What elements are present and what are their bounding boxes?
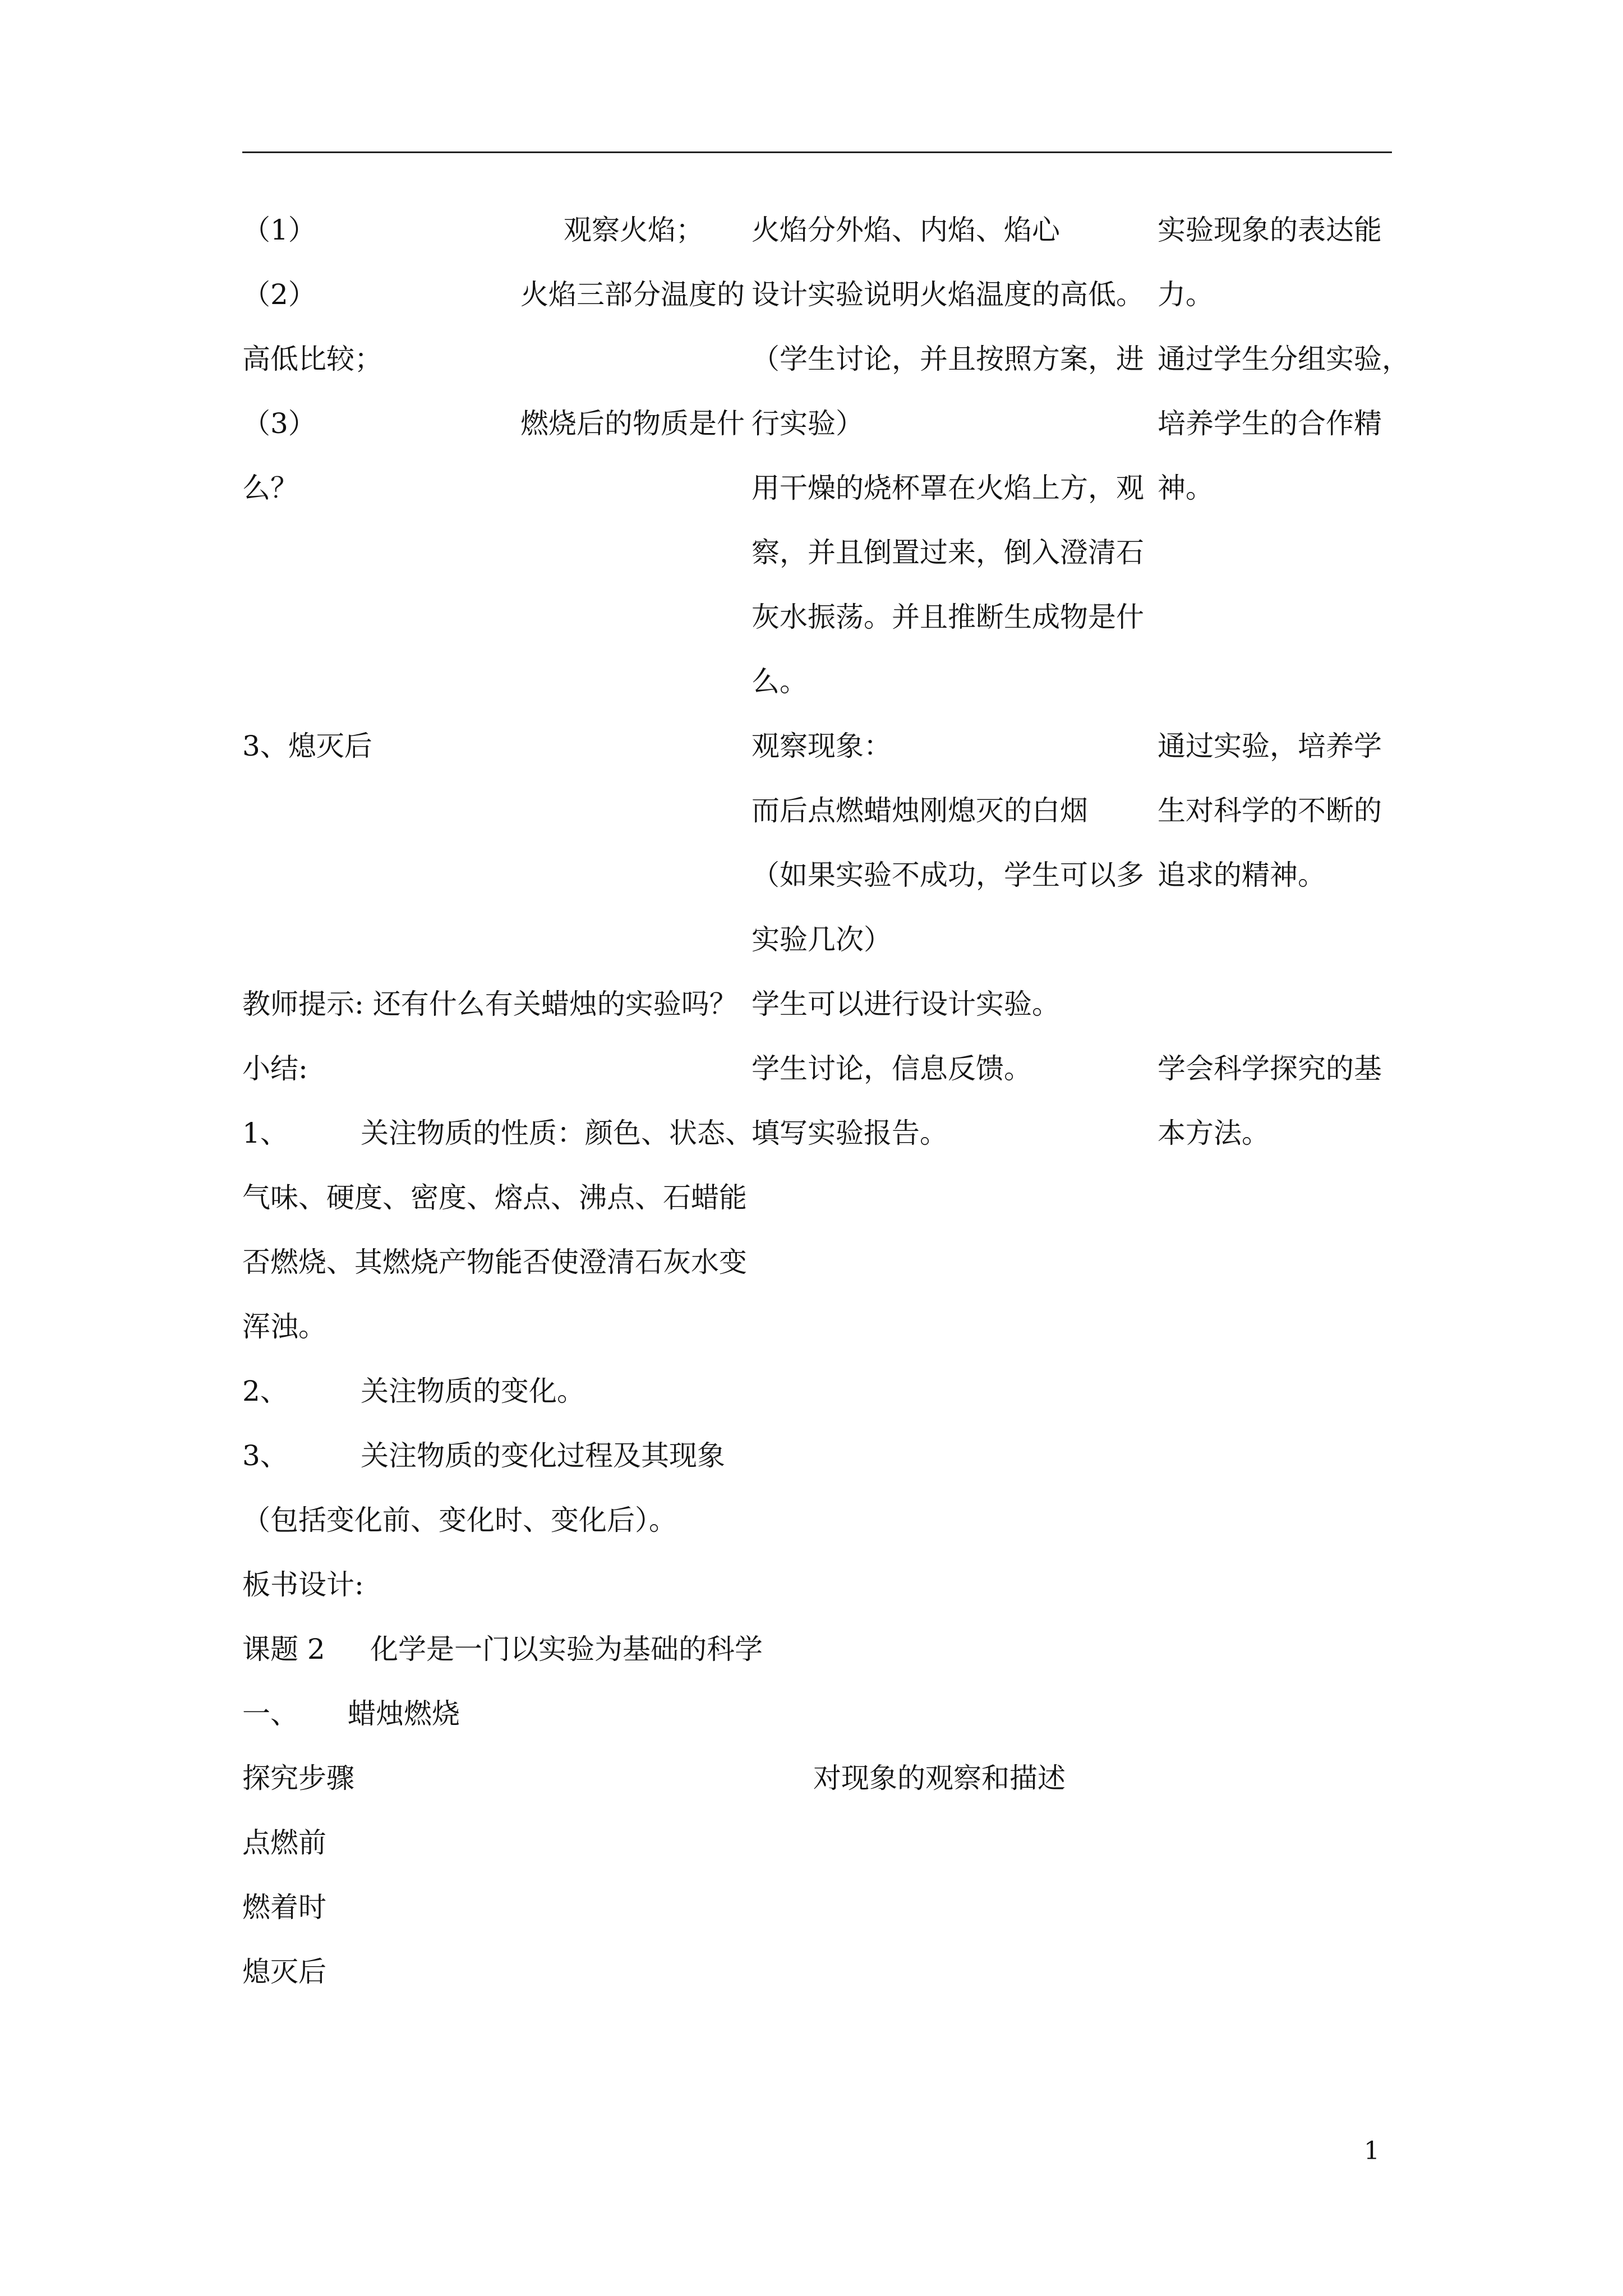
summary-item2-text: 关注物质的变化。 <box>361 1375 585 1407</box>
summary-heading: 小结: <box>242 1052 308 1085</box>
extinguish-step: 3、熄灭后 <box>242 730 372 762</box>
product-question-text: 燃烧后的物质是什 <box>520 407 745 440</box>
teacher-tip-response: 学生可以进行设计实验。 <box>751 988 1060 1020</box>
observe-num-1: （1） <box>242 214 316 246</box>
board-step-during: 燃着时 <box>242 1891 326 1924</box>
board-section-title: 蜡烛燃烧 <box>348 1697 460 1730</box>
teacher-tip: 教师提示: 还有什么有关蜡烛的实验吗？ <box>242 988 737 1020</box>
flame-parts-text: 火焰分外焰、内焰、焰心 <box>751 214 1060 246</box>
board-col2-header: 对现象的观察和描述 <box>813 1762 1066 1795</box>
summary-item1-line4: 浑浊。 <box>242 1310 326 1343</box>
beaker-text-1: 用干燥的烧杯罩在火焰上方，观 <box>751 472 1144 504</box>
page-number: 1 <box>1364 2137 1380 2165</box>
goal-line-5: 神。 <box>1158 472 1214 504</box>
goal-line-3: 通过学生分组实验， <box>1158 343 1410 375</box>
board-lesson-title: 化学是一门以实验为基础的科学 <box>370 1633 763 1665</box>
observe-num-3: （3） <box>242 407 316 440</box>
compare-text: 高低比较； <box>242 343 382 375</box>
board-section-num: 一、 <box>242 1697 298 1730</box>
summary-item1-num: 1、 <box>242 1117 288 1149</box>
flame-temp-text: 火焰三部分温度的 <box>520 278 745 311</box>
summary-item2-num: 2、 <box>242 1375 288 1407</box>
extinguish-retry-end: 实验几次） <box>751 923 892 956</box>
board-step-after: 熄灭后 <box>242 1955 326 1988</box>
design-experiment-text: 设计实验说明火焰温度的高低。 <box>751 278 1144 311</box>
extinguish-retry: （如果实验不成功，学生可以多 <box>751 859 1144 891</box>
summary-item1-line3: 否燃烧、其燃烧产物能否使澄清石灰水变 <box>242 1246 747 1278</box>
extinguish-smoke: 而后点燃蜡烛刚熄灭的白烟 <box>751 794 1088 827</box>
goal-line-2: 力。 <box>1158 278 1214 311</box>
summary-goal-2: 本方法。 <box>1158 1117 1270 1149</box>
goal-line-1: 实验现象的表达能 <box>1158 214 1382 246</box>
observe-num-2: （2） <box>242 278 316 311</box>
product-question-end: 么？ <box>242 472 298 504</box>
board-step-before: 点燃前 <box>242 1826 326 1859</box>
summary-goal-1: 学会科学探究的基 <box>1158 1052 1382 1085</box>
beaker-text-3: 灰水振荡。并且推断生成物是什 <box>751 601 1144 633</box>
board-col1-header: 探究步骤 <box>242 1762 354 1795</box>
header-rule <box>242 151 1392 153</box>
extinguish-goal-2: 生对科学的不断的 <box>1158 794 1382 827</box>
extinguish-goal-3: 追求的精神。 <box>1158 859 1326 891</box>
goal-line-4: 培养学生的合作精 <box>1158 407 1382 440</box>
summary-item3-line2: （包括变化前、变化时、变化后）。 <box>242 1504 677 1536</box>
extinguish-goal-1: 通过实验，培养学 <box>1158 730 1382 762</box>
discussion-text: （学生讨论，并且按照方案，进 <box>751 343 1144 375</box>
student-activity-2: 填写实验报告。 <box>751 1117 948 1149</box>
extinguish-observe: 观察现象： <box>751 730 892 762</box>
student-activity-1: 学生讨论，信息反馈。 <box>751 1052 1032 1085</box>
board-lesson-num: 课题 2 <box>242 1633 325 1665</box>
board-heading: 板书设计: <box>242 1568 364 1601</box>
beaker-text-2: 察，并且倒置过来，倒入澄清石 <box>751 536 1144 569</box>
beaker-text-4: 么。 <box>751 665 808 698</box>
summary-item1-line2: 气味、硬度、密度、熔点、沸点、石蜡能 <box>242 1181 747 1214</box>
summary-item3-line1: 关注物质的变化过程及其现象 <box>361 1439 725 1472</box>
summary-item3-num: 3、 <box>242 1439 288 1472</box>
observe-flame-text: 观察火焰； <box>564 214 704 246</box>
summary-item1-line1: 关注物质的性质：颜色、状态、 <box>361 1117 753 1149</box>
conduct-experiment-text: 行实验） <box>751 407 864 440</box>
